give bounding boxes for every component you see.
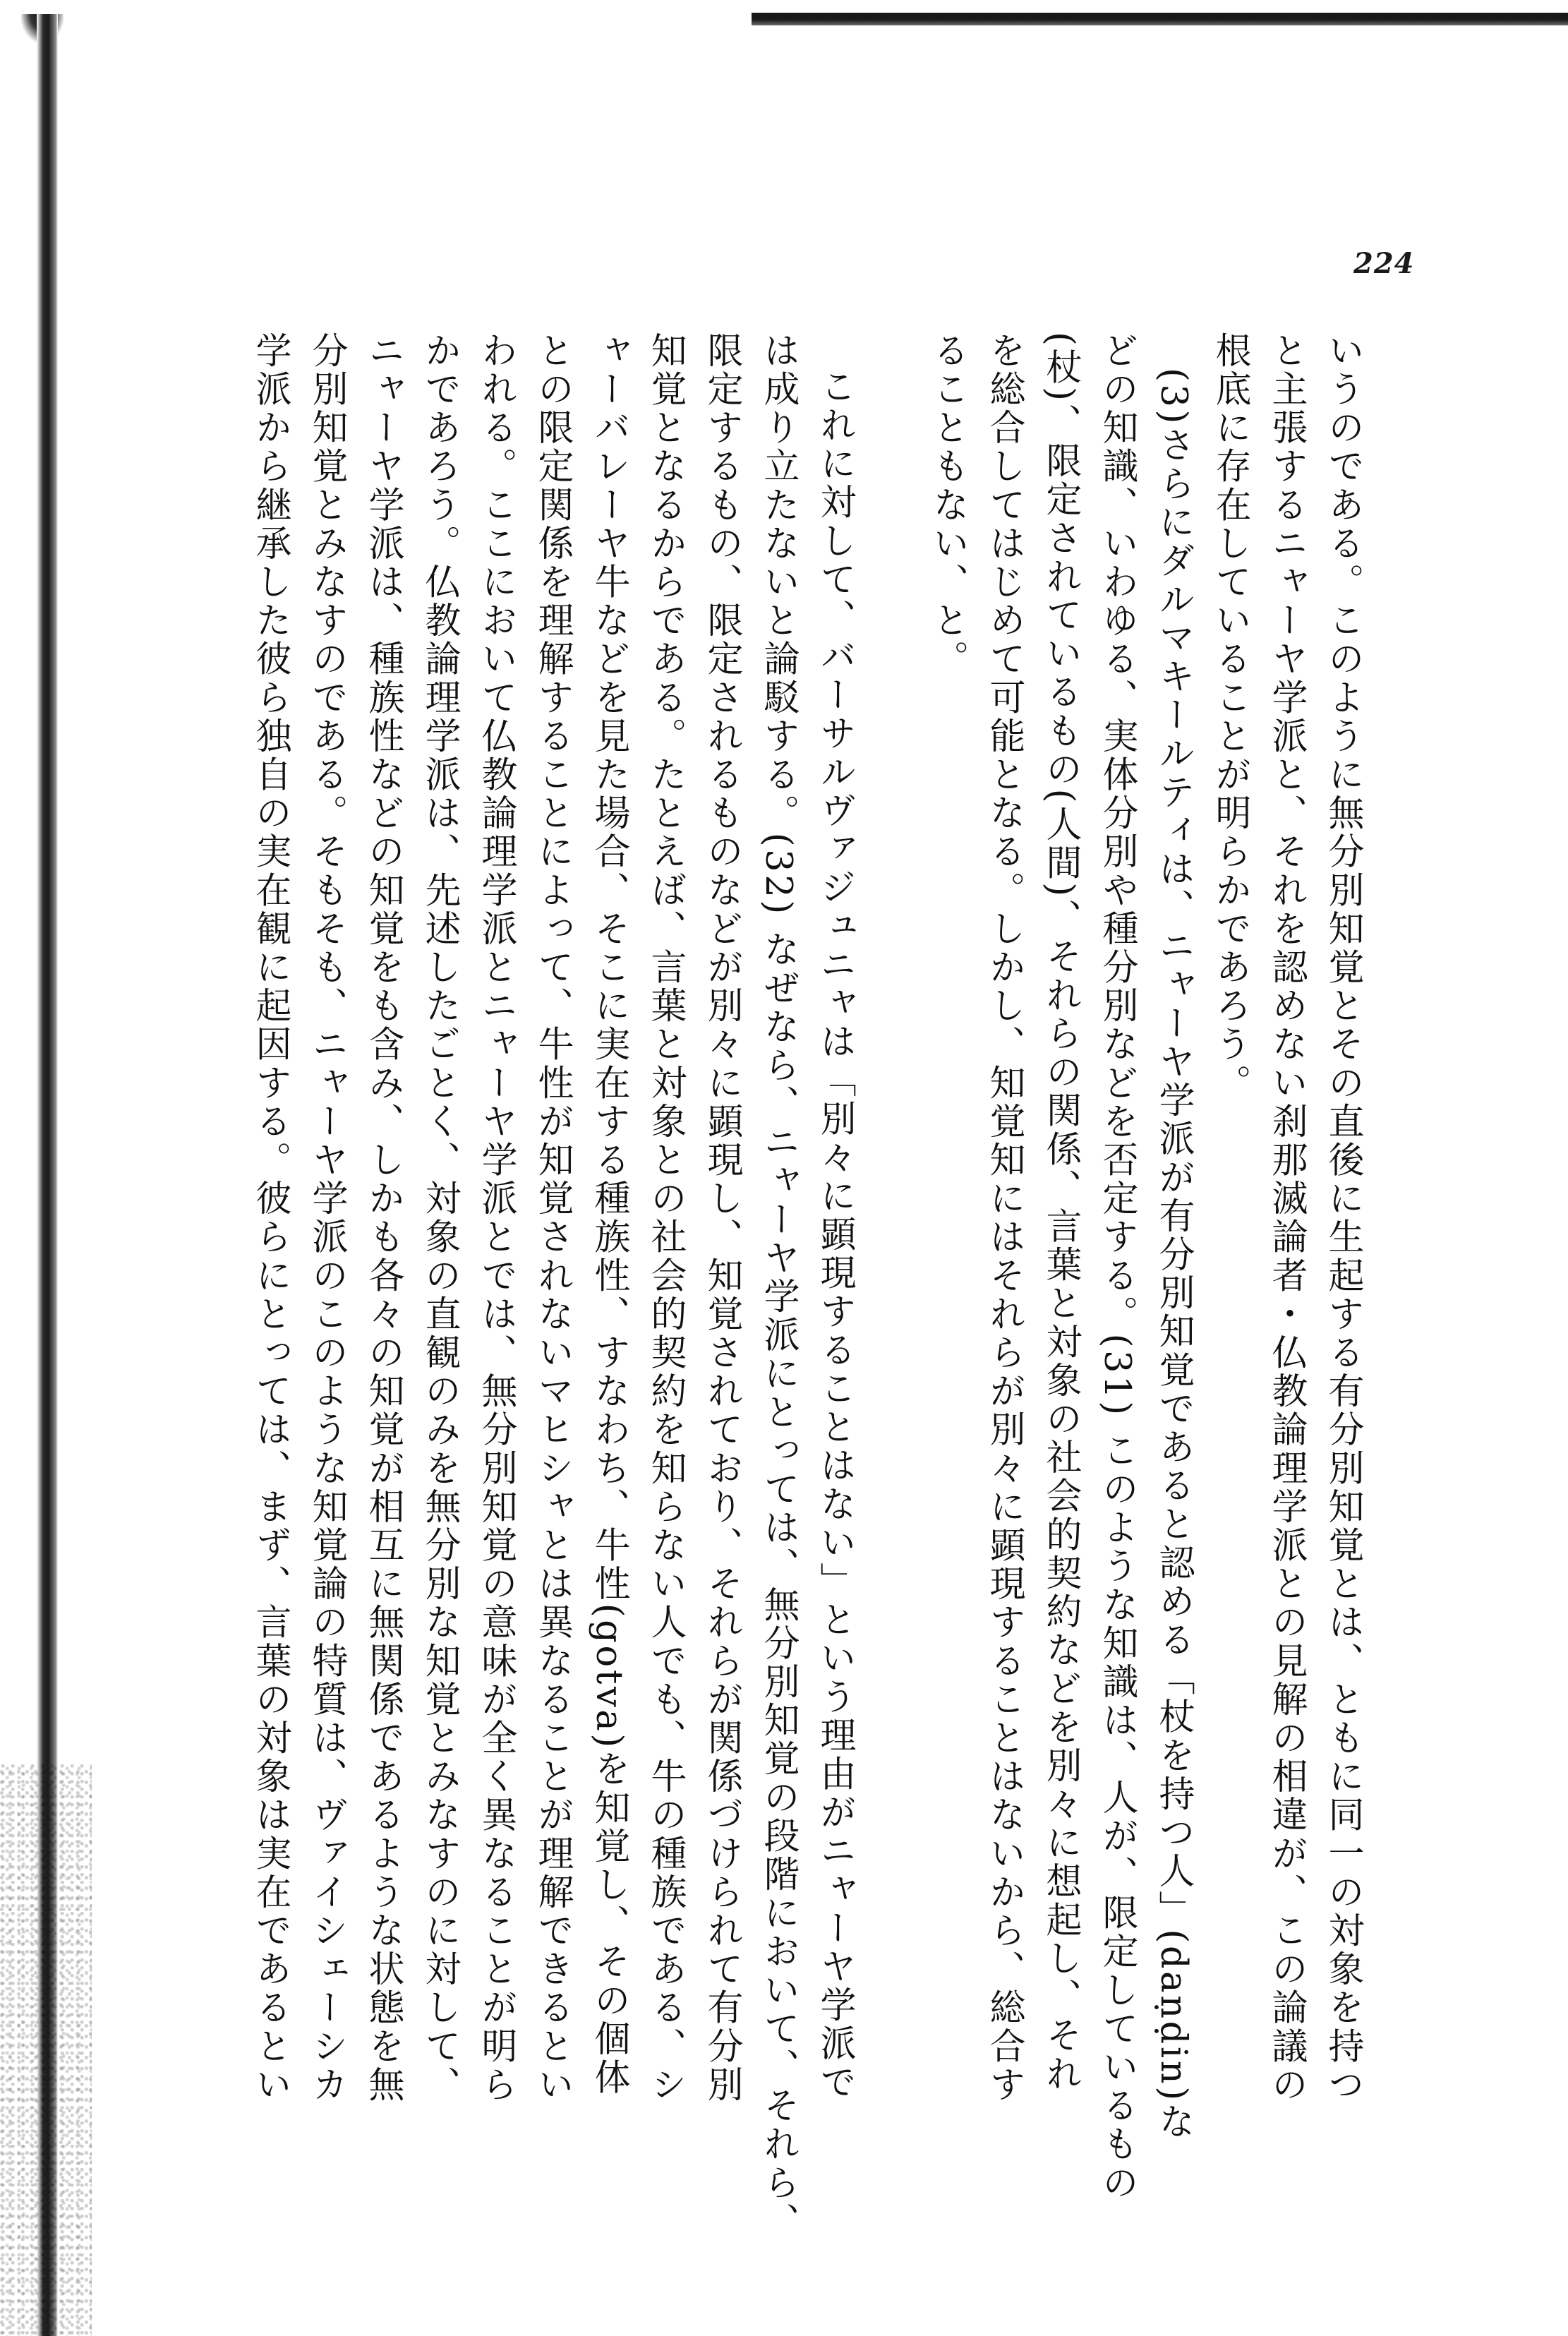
text-line: かであろう。仏教論理学派は、先述したごとく、対象の直観のみを無分別な知覚とみなすのに対して、 [418,332,460,2105]
text-line: ニャーヤ学派は、種族性などの知覚をも含み、しかも各々の知覚が相互に無関係であるような状態を無 [362,332,404,2105]
top-rule [752,13,1568,25]
text-line: を総合してはじめて可能となる。しかし、知覚知にはそれらが別々に顕現することはないから、総合す [983,332,1025,2105]
text-line: (杖)、限定されているもの(人間)、それらの関係、言葉と対象の社会的契約などを別々に想起し、それ [1039,332,1081,2094]
text-line: これに対して、バーサルヴァジュニャは「別々に顕現することはない」という理由がニャーヤ学派で [814,368,855,2102]
text-line: との限定関係を理解することによって、牛性が知覚されないマヒシャとは異なることが理解できるとい [531,332,573,2105]
paragraph-1 [1201,332,1370,2105]
text-line: 学派から継承した彼ら独自の実在観に起因する。彼らにとっては、まず、言葉の対象は実在であるとい [249,332,291,2105]
text-line: ャーバレーヤ牛などを見た場合、そこに実在する種族性、すなわち、牛性(gotva)を知覚し、その個体 [588,332,629,2097]
text-line: 限定するもの、限定されるものなどが別々に顕現し、知覚されており、それらが関係づけられて有分別 [701,332,742,2105]
page-number: 224 [1353,247,1415,280]
text-line: は成り立たないと論駁する。(32) なぜなら、ニャーヤ学派にとっては、無分別知覚の段階において、それら、 [757,332,799,2241]
paragraph-2 [919,332,1201,2203]
text-line: 分別知覚とみなすのである。そもそも、ニャーヤ学派のこのような知覚論の特質は、ヴァイシェーシカ [306,332,347,2105]
body-text [58,332,1370,2241]
text-line: と主張するニャーヤ学派と、それを認めない刹那滅論者・仏教論理学派との見解の相違が、この論議の [1265,332,1307,2105]
text-line: 知覚となるからである。たとえば、言葉と対象との社会的契約を知らない人でも、牛の種族である、シ [644,332,686,2105]
text-line: どの知識、いわゆる、実体分別や種分別などを否定する。(31) このような知識は、人が、限定しているもの [1096,332,1138,2203]
text-line: ることもない、と。 [927,332,968,679]
text-line: (3)さらにダルマキールティは、ニャーヤ学派が有分別知覚であると認める「杖を持つ人」(daṇḍin)な [1152,368,1194,2142]
text-line: われる。ここにおいて仏教論理学派とニャーヤ学派とでは、無分別知覚の意味が全く異なることが明ら [475,332,517,2105]
text-line: 根底に存在していることが明らかであろう。 [1209,332,1250,1102]
text-line: いうのである。このように無分別知覚とその直後に生起する有分別知覚とは、ともに同一の対象を持つ [1322,332,1363,2105]
paragraph-3 [241,332,862,2241]
